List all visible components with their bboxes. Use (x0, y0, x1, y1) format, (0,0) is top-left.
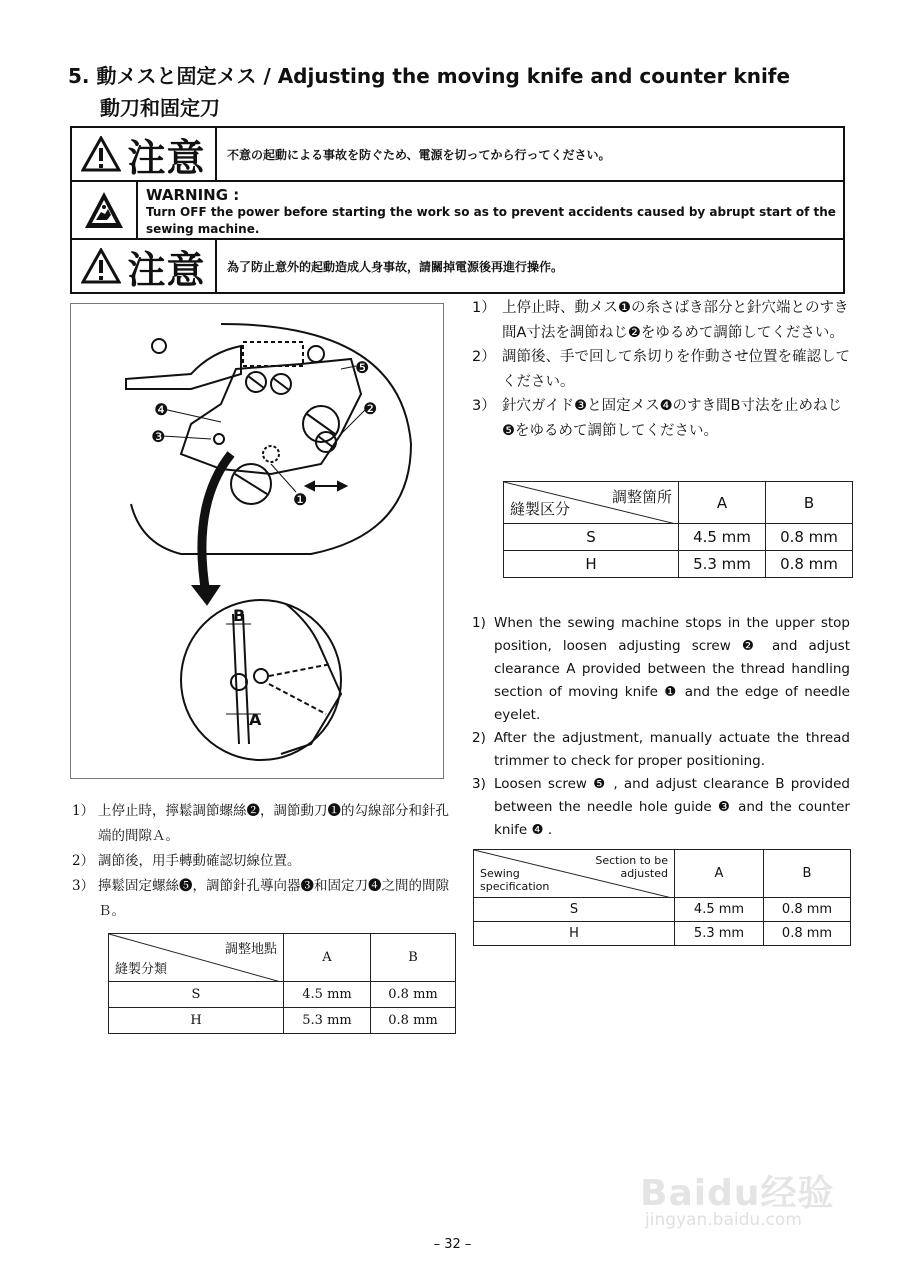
callout-1: ❶ (293, 490, 308, 509)
callout-3: ❸ (151, 427, 166, 446)
page-number: – 32 – (433, 1237, 472, 1252)
callout-2: ❷ (363, 399, 378, 418)
table-row: H 5.3 mm 0.8 mm (474, 922, 851, 946)
table-row: H 5.3 mm 0.8 mm (504, 551, 853, 578)
jp-instructions (472, 296, 852, 443)
table-row: S 4.5 mm 0.8 mm (109, 982, 456, 1008)
caution-kanji: 注意 (127, 135, 206, 180)
page-subtitle: 動刀和固定刀 (100, 96, 220, 120)
label-b: B (233, 606, 246, 625)
table-corner-cell: 調整地點 縫製分類 (109, 934, 284, 982)
table-corner-cell: 調整箇所 縫製区分 (504, 482, 679, 524)
caution-mark-zh (72, 240, 217, 292)
label-a: A (249, 710, 262, 729)
warning-box-en (70, 182, 845, 240)
list-item: 2） 調節後、手で回して糸切りを作動させ位置を確認してください。 (472, 349, 850, 390)
page-title: 5. 動メスと固定メス / Adjusting the moving knife and counter knife (68, 64, 791, 88)
callout-5: ❺ (355, 358, 370, 377)
mechanism-illustration (71, 304, 443, 778)
col-header-b: B (766, 482, 853, 524)
col-header-b: B (764, 850, 851, 898)
table-corner-cell: Section to be adjusted Sewing specification (474, 850, 675, 898)
warning-triangle-icon (81, 248, 121, 284)
hand-hazard-icon (83, 190, 125, 230)
col-header-a: A (675, 850, 764, 898)
table-row: H 5.3 mm 0.8 mm (109, 1008, 456, 1034)
hand-hazard-mark (72, 182, 138, 238)
list-item: 1) When the sewing machine stops in the upper stop position, loosen adjusting screw ❷ and adjust clearance A provided between the thread handling section of moving knife ❶ and the edge of needle eyelet. (472, 615, 850, 723)
warning-text: Turn OFF the power before starting the work so as to prevent accidents caused by abrupt start of the sewing machine. (146, 205, 836, 236)
callout-4: ❹ (154, 400, 169, 419)
list-item: 3） 擰鬆固定螺絲❺，調節針孔導向器❸和固定刀❹之間的間隙Ｂ。 (72, 878, 449, 919)
knife-diagram (70, 303, 444, 779)
caution-kanji: 注意 (127, 247, 206, 292)
list-item: 2) After the adjustment, manually actuate the thread trimmer to check for proper positioning. (472, 730, 850, 769)
list-item: 2） 調節後，用手轉動確認切線位置。 (72, 853, 301, 869)
col-header-b: B (371, 934, 456, 982)
watermark-url: jingyan.baidu.com (645, 1210, 802, 1230)
list-item: 3） 針穴ガイド❸と固定メス❹のすき間B寸法を止めねじ❺をゆるめて調節してください。 (472, 398, 843, 439)
en-spec-table (473, 849, 851, 946)
caution-text-jp: 不意の起動による事故を防ぐため、電源を切ってから行ってください。 (227, 147, 611, 162)
table-row: S 4.5 mm 0.8 mm (504, 524, 853, 551)
caution-text-zh: 為了防止意外的起動造成人身事故，請關掉電源後再進行操作。 (227, 259, 564, 274)
en-instructions (472, 612, 850, 842)
zh-spec-table (108, 933, 456, 1034)
watermark-brand: Baidu经验 (640, 1173, 835, 1214)
zh-instructions (72, 799, 457, 924)
warning-triangle-icon (81, 136, 121, 172)
col-header-a: A (284, 934, 371, 982)
list-item: 1） 上停止時、動メス❶の糸さばき部分と針穴端とのすき間A寸法を調節ねじ❷をゆるめて調節してください。 (472, 300, 849, 341)
list-item: 1） 上停止時，擰鬆調節螺絲❷，調節動刀❶的勾線部分和針孔端的間隙Ａ。 (72, 803, 449, 844)
caution-box-zh (70, 240, 845, 294)
list-item: 3) Loosen screw ❺ , and adjust clearance B provided between the needle hole guide ❸ and the counter knife ❹ . (472, 776, 850, 838)
warning-title: WARNING : (146, 186, 240, 204)
col-header-a: A (679, 482, 766, 524)
table-row: S 4.5 mm 0.8 mm (474, 898, 851, 922)
jp-spec-table (503, 481, 853, 578)
caution-box-jp (70, 126, 845, 182)
caution-mark-jp (72, 128, 217, 180)
